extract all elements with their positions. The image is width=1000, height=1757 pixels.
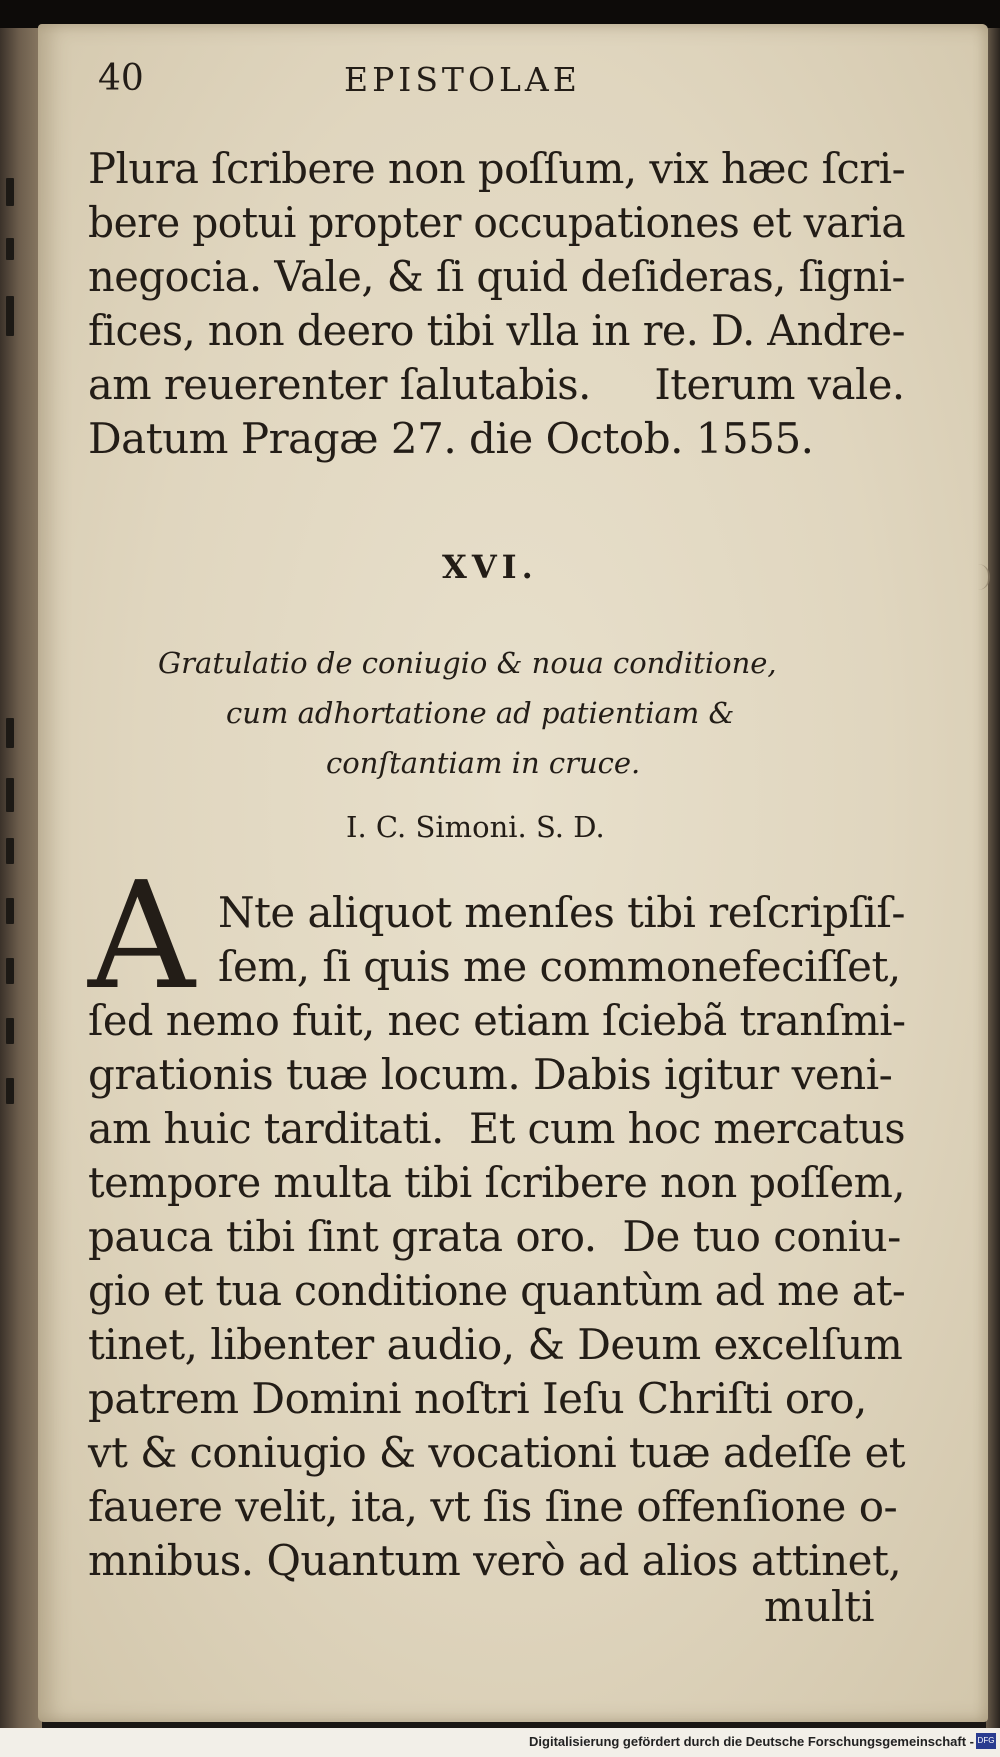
edge-mark: [6, 178, 14, 206]
catchword: multi: [764, 1582, 875, 1631]
text-line: Nte aliquot menſes tibi reſcripſiſ-: [218, 888, 906, 937]
text-line: tempore multa tibi ſcribere non poſſem,: [88, 1158, 906, 1207]
salutation: I. C. Simoni. S. D.: [346, 810, 605, 844]
summary-line: conſtantiam in cruce.: [326, 746, 641, 780]
text-line: fauere velit, ita, vt ſis ſine offenſione o-: [88, 1482, 898, 1531]
text-line: patrem Domini noſtri Ieſu Chriſti oro,: [88, 1374, 867, 1423]
text-line: gio et tua conditione quantùm ad me at-: [88, 1266, 906, 1315]
running-title: EPISTOLAE: [344, 60, 581, 99]
edge-mark: [6, 778, 14, 812]
drop-cap: A: [88, 850, 195, 1022]
summary-line: Gratulatio de coniugio & noua conditione,: [158, 646, 777, 680]
edge-mark: [6, 1018, 14, 1044]
text-line: tinet, libenter audio, & Deum excelſum: [88, 1320, 903, 1369]
text-line: mnibus. Quantum verò ad alios attinet,: [88, 1536, 902, 1585]
letter-number: XVI.: [442, 548, 538, 586]
text-line: am huic tarditati. Et cum hoc mercatus: [88, 1104, 906, 1153]
text-line: Datum Pragæ 27. die Octob. 1555.: [88, 414, 814, 463]
edge-mark: [6, 958, 14, 984]
edge-mark: [6, 296, 14, 336]
edge-mark: [6, 238, 14, 260]
edge-mark: [6, 1078, 14, 1104]
text-line: pauca tibi ſint grata oro. De tuo coniu-: [88, 1212, 901, 1261]
text-line: Plura ſcribere non poſſum, vix hæc ſcri-: [88, 144, 906, 193]
text-line: bere potui propter occupationes et varia: [88, 198, 906, 247]
text-line: ſed nemo fuit, nec etiam ſciebã tranſmi-: [88, 996, 906, 1045]
edge-mark: [6, 718, 14, 748]
text-line: fices, non deero tibi vlla in re. D. Andre-: [88, 306, 906, 355]
text-line: grationis tuæ locum. Dabis igitur veni-: [88, 1050, 893, 1099]
text-line: am reuerenter ſalutabis. Iterum vale.: [88, 360, 905, 409]
text-line: negocia. Vale, & ſi quid deſideras, ſigni-: [88, 252, 906, 301]
summary-line: cum adhortatione ad patientiam &: [226, 696, 735, 730]
page-number: 40: [98, 58, 144, 99]
text-line: vt & coniugio & vocationi tuæ adeſſe et: [88, 1428, 906, 1477]
dfg-logo: DFG: [976, 1733, 996, 1749]
footer-credit: Digitalisierung gefördert durch die Deutsche Forschungsgemeinschaft -: [529, 1734, 974, 1749]
digitization-footer: [0, 1728, 1000, 1757]
edge-mark: [6, 838, 14, 864]
text-line: ſem, ſi quis me commonefeciſſet,: [218, 942, 901, 991]
adjacent-page-edge: [0, 28, 42, 1728]
edge-mark: [6, 898, 14, 924]
right-page-edge: [986, 28, 1000, 1728]
